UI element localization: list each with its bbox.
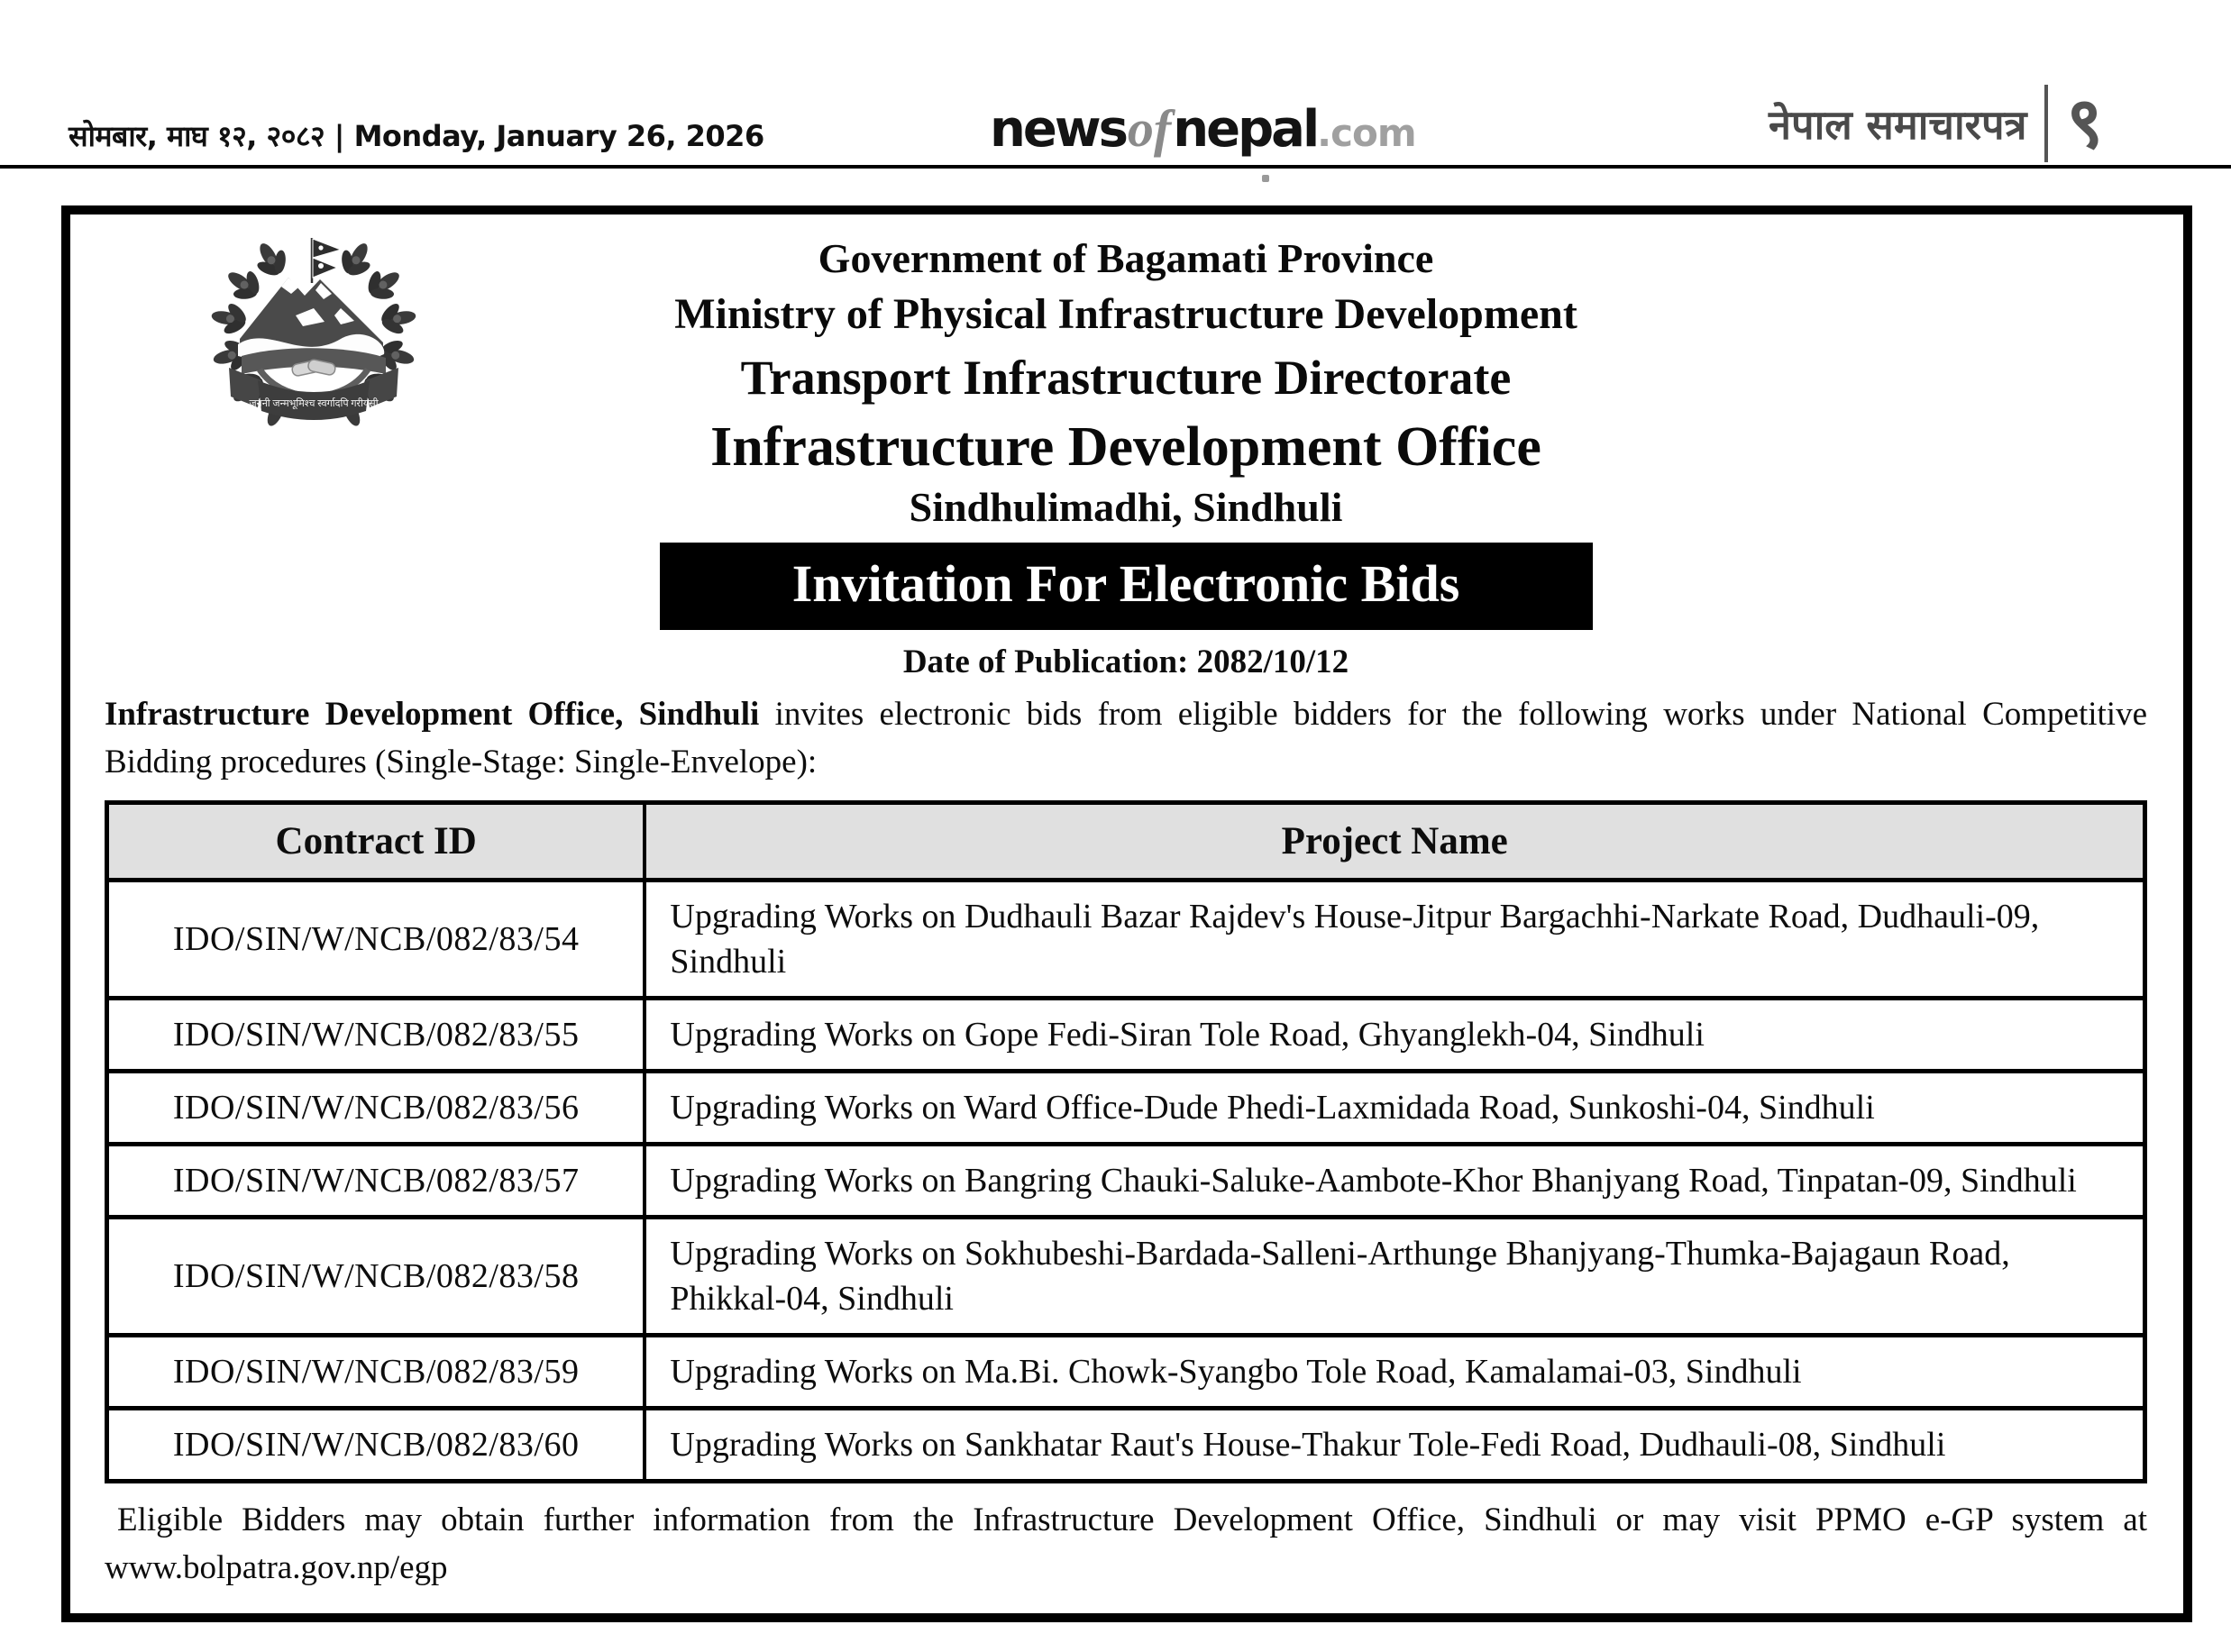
project-name-header: Project Name	[645, 803, 2144, 881]
org-line-office: Infrastructure Development Office	[710, 416, 1541, 478]
project-name-cell: Upgrading Works on Sokhubeshi-Bardada-Salleni-Arthunge Bhanjyang-Thumka-Bajagaun Road, Phikkal-04, Sindhuli	[645, 1218, 2144, 1336]
contract-id-header: Contract ID	[107, 803, 645, 881]
contract-id-cell: IDO/SIN/W/NCB/082/83/56	[107, 1072, 645, 1145]
intro-paragraph	[105, 690, 2147, 786]
logo-text-com: .com	[1317, 111, 1416, 155]
org-line-directorate: Transport Infrastructure Directorate	[740, 351, 1512, 405]
project-name-cell: Upgrading Works on Dudhauli Bazar Rajdev's House-Jitpur Bargachhi-Narkate Road, Dudhauli-09, Sindhuli	[645, 881, 2144, 999]
bids-table	[105, 800, 2147, 1483]
logo-text-of: of	[1127, 99, 1172, 158]
tender-notice-box	[61, 205, 2192, 1622]
org-line-location: Sindhulimadhi, Sindhuli	[909, 484, 1343, 530]
print-artifact-dot	[1262, 175, 1269, 182]
logo-text-news: news	[990, 100, 1126, 159]
contract-id-cell: IDO/SIN/W/NCB/082/83/57	[107, 1145, 645, 1218]
contract-id-cell: IDO/SIN/W/NCB/082/83/58	[107, 1218, 645, 1336]
project-name-cell: Upgrading Works on Gope Fedi-Siran Tole Road, Ghyanglekh-04, Sindhuli	[645, 999, 2144, 1072]
publication-date-line: सोमबार, माघ १२, २०८२ | Monday, January 26, 2026	[69, 119, 764, 153]
intro-office-name: Infrastructure Development Office, Sindhuli	[105, 696, 760, 733]
nepal-government-emblem-icon	[206, 236, 422, 434]
table-row	[107, 1072, 2145, 1145]
contract-id-cell: IDO/SIN/W/NCB/082/83/55	[107, 999, 645, 1072]
org-line-ministry: Ministry of Physical Infrastructure Development	[674, 290, 1577, 338]
masthead-right	[1769, 85, 2103, 162]
table-row	[107, 1145, 2145, 1218]
table-header-row	[107, 803, 2145, 881]
table-row	[107, 881, 2145, 999]
logo-text-nepal: nepal	[1173, 100, 1318, 159]
project-name-cell: Upgrading Works on Ward Office-Dude Phedi-Laxmidada Road, Sunkoshi-04, Sindhuli	[645, 1072, 2144, 1145]
page-number: ९	[2066, 83, 2103, 164]
contract-id-cell: IDO/SIN/W/NCB/082/83/54	[107, 881, 645, 999]
newsofnepal-logo	[990, 98, 1416, 159]
table-row	[107, 1409, 2145, 1482]
masthead-divider	[2044, 85, 2048, 162]
contract-id-cell: IDO/SIN/W/NCB/082/83/59	[107, 1336, 645, 1409]
footer-note: Eligible Bidders may obtain further information from the Infrastructure Development Office, Sindhuli or may visit PPMO e-GP system at www.bolpatra.gov.np/egp	[105, 1501, 2147, 1586]
emblem-motto-text: जननी जन्मभूमिश्च स्वर्गादपि गरीयसी	[249, 398, 379, 409]
invitation-banner-title: Invitation For Electronic Bids	[660, 543, 1593, 630]
intro-body-text: invites electronic bids from eligible bidders for the following works under National Competitive Bidding procedures (Single-Stage: Single-Envelope):	[105, 696, 2148, 780]
newspaper-masthead	[0, 0, 2231, 168]
project-name-cell: Upgrading Works on Ma.Bi. Chowk-Syangbo Tole Road, Kamalamai-03, Sindhuli	[645, 1336, 2144, 1409]
project-name-cell: Upgrading Works on Sankhatar Raut's House-Thakur Tole-Fedi Road, Dudhauli-08, Sindhuli	[645, 1409, 2144, 1482]
project-name-cell: Upgrading Works on Bangring Chauki-Saluke-Aambote-Khor Bhanjyang Road, Tinpatan-09, Sindhuli	[645, 1145, 2144, 1218]
table-row	[107, 999, 2145, 1072]
masthead-rule	[0, 165, 2231, 169]
table-row	[107, 1336, 2145, 1409]
contract-id-cell: IDO/SIN/W/NCB/082/83/60	[107, 1409, 645, 1482]
table-row	[107, 1218, 2145, 1336]
notice-publication-date: Date of Publication: 2082/10/12	[902, 643, 1349, 680]
paper-name: नेपाल समाचारपत्र	[1769, 100, 2027, 149]
org-line-province: Government of Bagamati Province	[818, 235, 1434, 281]
